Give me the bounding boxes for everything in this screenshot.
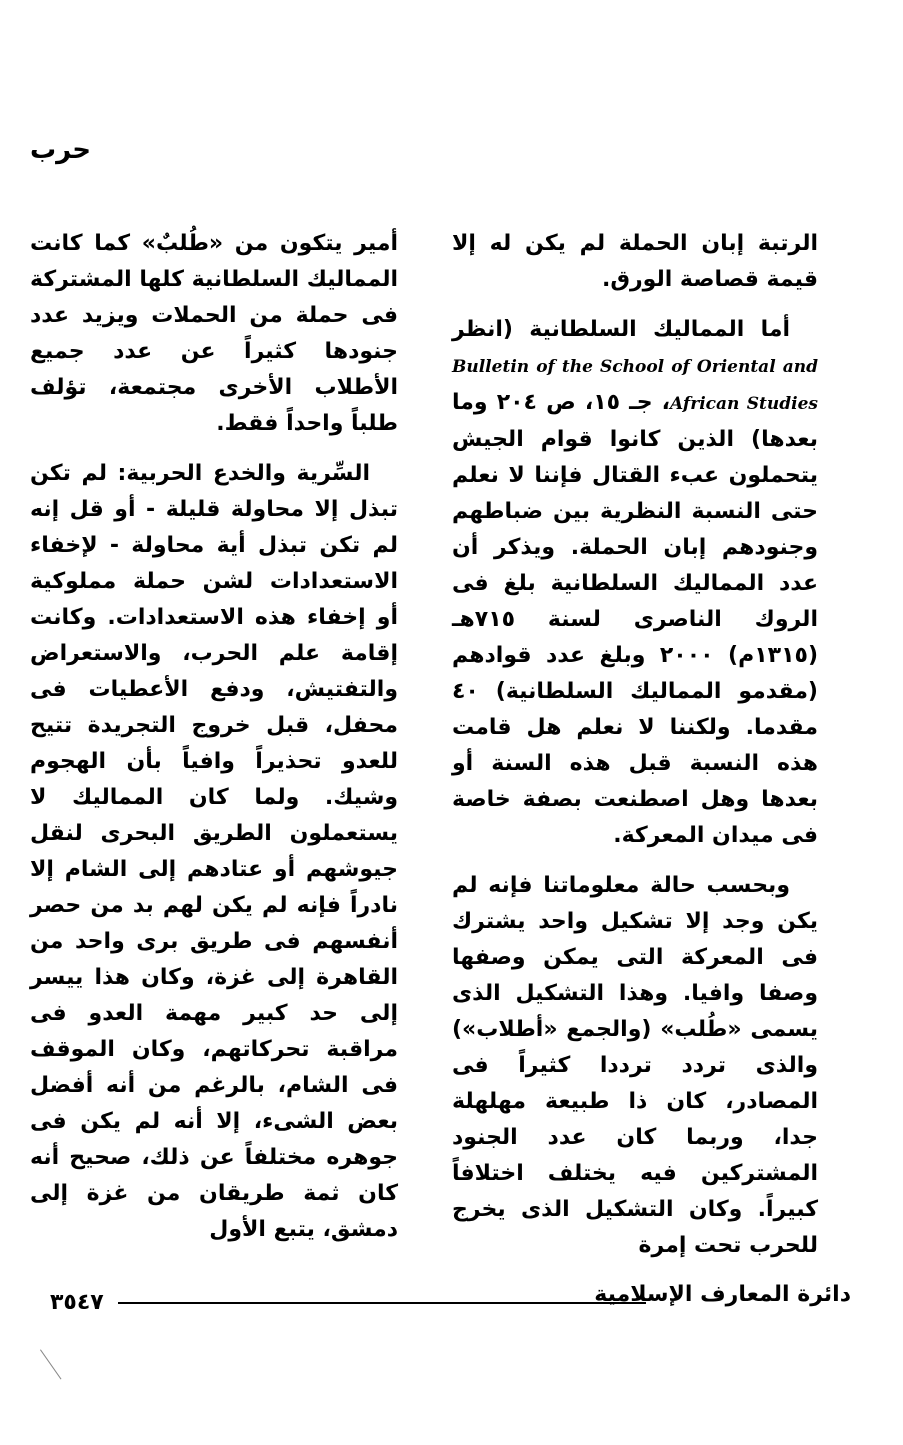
footer-publication-title: دائرة المعارف الإسلامية (594, 1282, 851, 1307)
paragraph-with-reference (452, 312, 818, 854)
paragraph-text: أما المماليك السلطانية (انظر (452, 317, 790, 342)
footer-divider (118, 1302, 646, 1304)
paragraph: الرتبة إبان الحملة لم يكن له إلا قيمة قصاصة الورق. (452, 231, 818, 292)
page-number: ٣٥٤٧ (50, 1290, 104, 1315)
paragraph-with-heading (30, 456, 398, 1248)
paragraph: وبحسب حالة معلوماتنا فإنه لم يكن وجد إلا تشكيل واحد يشترك فى المعركة التى يمكن وصفها وصفا وافيا. وهذا التشكيل الذى يسمى «طُلب» (والجمع «أطلاب») والذى تردد ترددا كثيراً فى المصادر، كان ذا طبيعة مهلهلة جدا، وربما كان عدد الجنود المشتركين فيه يختلف اختلافاً كبيراً. وكان التشكيل الذى يخرج للحرب تحت إمرة (452, 873, 818, 1258)
page-header-title: حرب (30, 135, 92, 165)
paragraph-text: ، جـ ١٥، ص ٢٠٤ وما بعدها) الذين كانوا قوام الجيش يتحملون عبء القتال فإننا لا نعلم حتى النسبة النظرية بين ضباطهم وجنودهم إبان الحملة. ويذكر أن عدد المماليك السلطانية بلغ فى الروك الناصرى لسنة ٧١٥هـ (١٣١٥م) ٢٠٠٠ وبلغ عدد قوادهم (مقدمو المماليك السلطانية) ٤٠ مقدما. ولكننا لا نعلم هل قامت هذه النسبة قبل هذه السنة أو بعدها وهل اصطنعت بصفة خاصة فى ميدان المعركة. (452, 390, 819, 848)
section-heading: السِّرية والخدع الحربية: (117, 461, 370, 486)
left-column (30, 226, 398, 1262)
paragraph: أمير يتكون من «طُلبٌ» كما كانت المماليك السلطانية كلها المشتركة فى حملة من الحملات ويزيد عدد جنودها كثيراً عن عدد جميع الأطلاب الأخرى مجتمعة، تؤلف طلباً واحداً فقط. (29, 231, 398, 436)
journal-reference: Bulletin of the School of Oriental and African Studies (452, 357, 818, 414)
scan-mark (40, 1339, 76, 1379)
right-column (452, 226, 818, 1278)
paragraph-text: لم تكن تبذل إلا محاولة قليلة - أو قل إنه لم تكن تبذل أية محاولة - لإخفاء الاستعدادات لشن حملة مملوكية أو إخفاء هذه الاستعدادات. وكانت إقامة علم الحرب، والاستعراض والتفتيش، ودفع الأعطيات فى محفل، قبل خروج التجريدة تتيح للعدو تحذيراً وافياً بأن الهجوم وشيك. ولما كان المماليك لا يستعملون الطريق البحرى لنقل جيوشهم أو عتادهم إلى الشام إلا نادراً فإنه لم يكن لهم بد من حصر أنفسهم فى طريق برى واحد من القاهرة إلى غزة، وكان هذا ييسر إلى حد كبير مهمة العدو فى مراقبة تحركاتهم، وكان الموقف فى الشام، بالرغم من أنه أفضل بعض الشىء، إلا أنه لم يكن فى جوهره مختلفاً عن ذلك، صحيح أنه كان ثمة طريقان من غزة إلى دمشق، يتبع الأول (30, 461, 398, 1242)
